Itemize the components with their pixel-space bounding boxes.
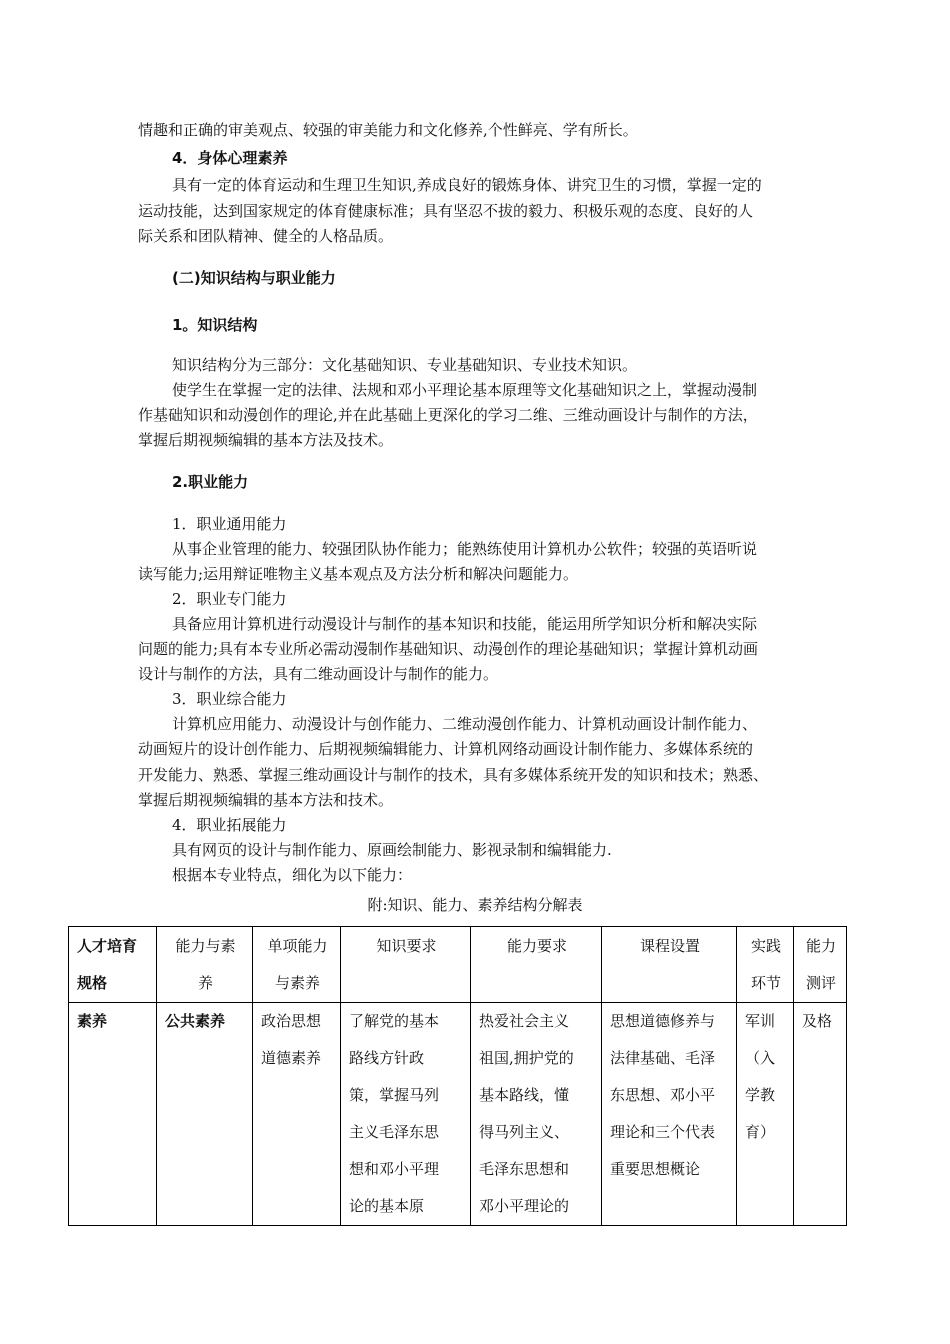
header-cell (69, 927, 157, 1003)
cell-text-line: 邓小平理论的 (479, 1197, 570, 1215)
header-cell (794, 927, 847, 1003)
text-line: 际关系和团队精神、健全的人格品质。 (138, 227, 394, 245)
subsection-heading: 1。知识结构 (172, 316, 258, 334)
cell-text-line: 想和邓小平理 (349, 1160, 440, 1178)
text-line: 3．职业综合能力 (172, 690, 287, 708)
cell-text-line: 知识要求 (376, 937, 437, 955)
text-line: 从事企业管理的能力、较强团队协作能力；能熟练使用计算机办公软件；较强的英语听说 (172, 540, 758, 558)
cell-text-line: 人才培育 (77, 937, 138, 955)
text-line: 2．职业专门能力 (172, 590, 287, 608)
text-line: 作基础知识和动漫创作的理论,并在此基础上更深化的学习二维、三维动画设计与制作的方法， (138, 406, 758, 424)
cell-text-line: 思想道德修养与 (610, 1012, 716, 1030)
header-cell (253, 927, 341, 1003)
text-line: 根据本专业特点，细化为以下能力： (172, 866, 413, 884)
table-cell (602, 1003, 737, 1226)
text-line: 具有一定的体育运动和生理卫生知识,养成良好的锻炼身体、讲究卫生的习惯，掌握一定的 (172, 176, 762, 194)
table-cell (157, 1003, 253, 1226)
cell-text-line: 主义毛泽东思 (349, 1123, 440, 1141)
table-cell (471, 1003, 602, 1226)
table-cell (69, 1003, 157, 1226)
cell-text-line: 理论和三个代表 (610, 1123, 716, 1141)
table-cell (737, 1003, 794, 1226)
cell-text-line: 东思想、邓小平 (610, 1086, 716, 1104)
text-line: 情趣和正确的审美观点、较强的审美能力和文化修养,个性鲜亮、学有所长。 (138, 121, 638, 139)
header-cell (737, 927, 794, 1003)
cell-text-line: （入 (745, 1049, 776, 1067)
subsection-heading: 4．身体心理素养 (172, 149, 288, 167)
text-line: 设计与制作的方法，具有二维动画设计与制作的能力。 (138, 665, 499, 683)
cell-text-line: 实践 (750, 937, 781, 955)
cell-text-line: 能力与素 (175, 937, 236, 955)
cell-text-line: 路线方针政 (349, 1049, 425, 1067)
cell-text-line: 公共素养 (165, 1012, 226, 1030)
cell-text-line: 得马列主义、 (479, 1123, 570, 1141)
cell-text-line: 测评 (805, 974, 836, 992)
cell-text-line: 法律基础、毛泽 (610, 1049, 716, 1067)
header-cell (157, 927, 253, 1003)
table-cell (794, 1003, 847, 1226)
cell-text-line: 军训 (745, 1012, 776, 1030)
text-line: 计算机应用能力、动漫设计与创作能力、二维动漫创作能力、计算机动画设计制作能力、 (172, 715, 758, 733)
table-caption: 附:知识、能力、素养结构分解表 (367, 896, 583, 914)
cell-text-line: 与素养 (274, 974, 320, 992)
text-line: 动画短片的设计创作能力、后期视频编辑能力、计算机网络动画设计制作能力、多媒体系统的 (138, 740, 754, 758)
cell-text-line: 策，掌握马列 (349, 1086, 440, 1104)
table-cell (341, 1003, 471, 1226)
table-cell (253, 1003, 341, 1226)
text-line: 1．职业通用能力 (172, 515, 287, 533)
header-cell (341, 927, 471, 1003)
cell-text-line: 基本路线，懂 (479, 1086, 570, 1104)
cell-text-line: 论的基本原 (349, 1197, 425, 1215)
cell-text-line: 毛泽东思想和 (479, 1160, 570, 1178)
text-line: 使学生在掌握一定的法律、法规和邓小平理论基本原理等文化基础知识之上，掌握动漫制 (172, 381, 758, 399)
structure-table (68, 926, 847, 1226)
cell-text-line: 热爱社会主义 (479, 1012, 570, 1030)
cell-text-line: 及格 (802, 1012, 833, 1030)
cell-text-line: 了解党的基本 (349, 1012, 440, 1030)
text-line: 掌握后期视频编辑的基本方法和技术。 (138, 791, 394, 809)
cell-text-line: 祖国,拥护党的 (479, 1049, 574, 1067)
cell-text-line: 规格 (77, 974, 108, 992)
cell-text-line: 养 (197, 974, 213, 992)
table-header-row (69, 927, 847, 1003)
text-line: 读写能力;运用辩证唯物主义基本观点及方法分析和解决问题能力。 (138, 565, 579, 583)
section-heading: (二)知识结构与职业能力 (172, 269, 336, 287)
table-row (69, 1003, 847, 1226)
subsection-heading: 2.职业能力 (172, 473, 249, 491)
cell-text-line: 育） (745, 1123, 776, 1141)
cell-text-line: 环节 (750, 974, 781, 992)
cell-text-line: 能力要求 (506, 937, 567, 955)
text-line: 知识结构分为三部分：文化基础知识、专业基础知识、专业技术知识。 (172, 356, 638, 374)
header-cell (602, 927, 737, 1003)
cell-text-line: 能力 (805, 937, 836, 955)
text-line: 问题的能力;具有本专业所必需动漫制作基础知识、动漫创作的理论基础知识；掌握计算机动画 (138, 640, 759, 658)
text-line: 开发能力、熟悉、掌握三维动画设计与制作的技术，具有多媒体系统开发的知识和技术；熟悉、 (138, 766, 769, 784)
cell-text-line: 课程设置 (639, 937, 700, 955)
text-line: 4．职业拓展能力 (172, 816, 287, 834)
text-line: 运动技能，达到国家规定的体育健康标准；具有坚忍不拔的毅力、积极乐观的态度、良好的人 (138, 202, 754, 220)
cell-text-line: 素养 (77, 1012, 108, 1030)
cell-text-line: 学教 (745, 1086, 776, 1104)
cell-text-line: 单项能力 (267, 937, 328, 955)
text-line: 具有网页的设计与制作能力、原画绘制能力、影视录制和编辑能力. (172, 841, 612, 859)
cell-text-line: 政治思想 (261, 1012, 322, 1030)
header-cell (471, 927, 602, 1003)
cell-text-line: 道德素养 (261, 1049, 322, 1067)
text-line: 具备应用计算机进行动漫设计与制作的基本知识和技能，能运用所学知识分析和解决实际 (172, 615, 758, 633)
cell-text-line: 重要思想概论 (610, 1160, 701, 1178)
text-line: 掌握后期视频编辑的基本方法及技术。 (138, 431, 394, 449)
